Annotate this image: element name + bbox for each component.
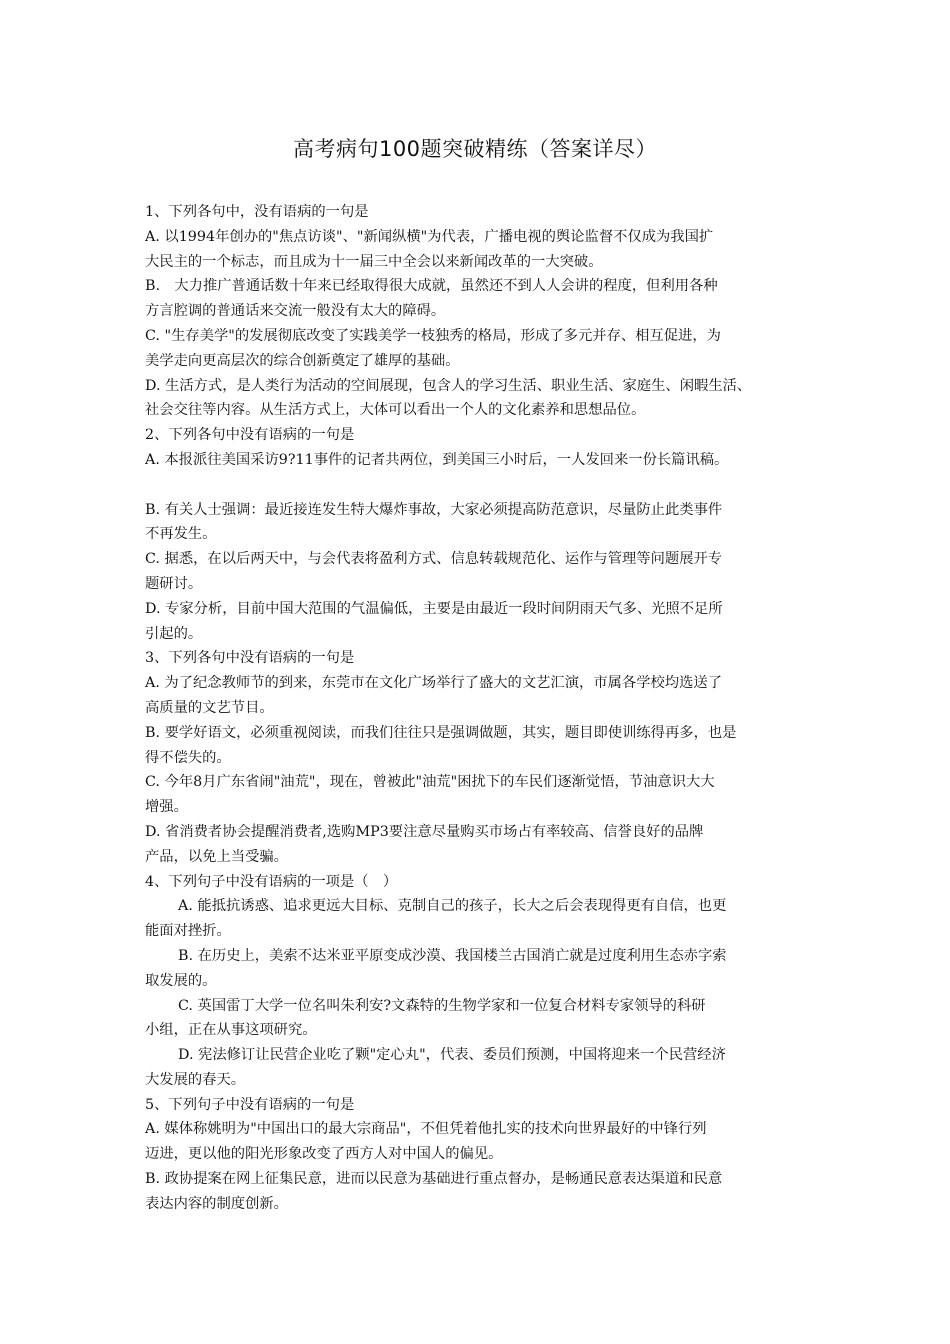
question-4-option-c: C. 英国雷丁大学一位名叫朱利安?文森特的生物学家和一位复合材料专家领导的科研: [178, 997, 706, 1014]
question-2-option-c: C. 据悉，在以后两天中，与会代表将盈利方式、信息转载规范化、运作与管理等问题展开专: [145, 551, 723, 568]
question-4-option-d: D. 宪法修订让民营企业吃了颗"定心丸"，代表、委员们预测，中国将迎来一个民营经济: [178, 1047, 726, 1064]
question-5-option-a-cont: 迈进，更以他的阳光形象改变了西方人对中国人的偏见。: [145, 1146, 503, 1163]
page-title: 高考病句100题突破精练（答案详尽）: [292, 137, 658, 161]
question-3-option-a: A. 为了纪念教师节的到来，东莞市在文化广场举行了盛大的文艺汇演，市属各学校均选送了: [145, 675, 722, 692]
question-2-option-b-cont: 不再发生。: [145, 526, 217, 543]
question-4-option-a-cont: 能面对挫折。: [145, 923, 231, 940]
question-1-option-a-cont: 大民主的一个标志，而且成为十一届三中全会以来新闻改革的一大突破。: [145, 253, 603, 270]
question-3-option-d: D. 省消费者协会提醒消费者,选购MP3要注意尽量购买市场占有率较高、信誉良好的品牌: [145, 823, 704, 840]
question-3-option-c-cont: 增强。: [145, 799, 188, 816]
question-1-option-c: C. "生存美学"的发展彻底改变了实践美学一枝独秀的格局，形成了多元并存、相互促进，为: [145, 327, 721, 344]
question-2-stem: 2、下列各句中没有语病的一句是: [145, 427, 355, 444]
question-5-stem: 5、下列句子中没有语病的一句是: [145, 1096, 355, 1113]
question-1-stem: 1、下列各句中，没有语病的一句是: [145, 204, 369, 220]
question-3-option-a-cont: 高质量的文艺节目。: [145, 699, 274, 716]
question-1-option-a: A. 以1994年创办的"焦点访谈"、"新闻纵横"为代表，广播电视的舆论监督不仅成为我国扩: [145, 228, 714, 245]
question-2-option-d: D. 专家分析，目前中国大范围的气温偏低，主要是由最近一段时间阴雨天气多、光照不足所: [145, 600, 723, 617]
question-1-option-d: D. 生活方式，是人类行为活动的空间展现，包含人的学习生活、职业生活、家庭生、闲暇生活、: [145, 377, 752, 394]
question-3-option-b: B. 要学好语文，必须重视阅读，而我们往往只是强调做题，其实，题目即使训练得再多，也是: [145, 724, 737, 741]
question-4-option-b-cont: 取发展的。: [145, 972, 217, 989]
question-4-option-a: A. 能抵抗诱惑、追求更远大目标、克制自己的孩子，长大之后会表现得更有自信，也更: [178, 898, 727, 915]
question-4-stem: 4、下列句子中没有语病的一项是（ ）: [145, 873, 398, 890]
question-5-option-a: A. 媒体称姚明为"中国出口的最大宗商品"，不但凭着他扎实的技术向世界最好的中锋行列: [145, 1121, 707, 1138]
question-3-stem: 3、下列各句中没有语病的一句是: [145, 650, 355, 667]
question-5-option-b: B. 政协提案在网上征集民意，进而以民意为基础进行重点督办，是畅通民意表达渠道和民意: [145, 1171, 723, 1188]
question-2-option-a: A. 本报派往美国采访9?11事件的记者共两位，到美国三小时后，一人发回来一份长篇讯稿。: [145, 451, 729, 468]
question-4-option-b: B. 在历史上，美索不达米亚平原变成沙漠、我国楼兰古国消亡就是过度利用生态赤字索: [178, 947, 727, 964]
question-3-option-b-cont: 得不偿失的。: [145, 749, 231, 766]
question-4-option-d-cont: 大发展的春天。: [145, 1071, 246, 1088]
question-2-option-c-cont: 题研讨。: [145, 575, 203, 592]
question-2-option-b: B. 有关人士强调：最近接连发生特大爆炸事故，大家必须提高防范意识，尽量防止此类事件: [145, 501, 723, 518]
question-2-option-d-cont: 引起的。: [145, 625, 203, 642]
question-1-option-d-cont: 社会交往等内容。从生活方式上，大体可以看出一个人的文化素养和思想品位。: [145, 402, 646, 419]
document-body: [145, 200, 817, 1217]
question-1-option-b: B. 大力推广普通话数十年来已经取得很大成就，虽然还不到人人会讲的程度，但利用各种: [145, 278, 718, 295]
question-1-option-b-cont: 方言腔调的普通话来交流一般没有太大的障碍。: [145, 303, 446, 320]
blank-line: [145, 473, 817, 498]
question-4-option-c-cont: 小组，正在从事这项研究。: [145, 1022, 317, 1039]
question-3-option-c: C. 今年8月广东省闹"油荒"，现在，曾被此"油荒"困扰下的车民们逐渐觉悟，节油意识大大: [145, 774, 715, 791]
question-1-option-c-cont: 美学走向更高层次的综合创新奠定了雄厚的基础。: [145, 352, 460, 369]
question-5-option-b-cont: 表达内容的制度创新。: [145, 1195, 288, 1212]
question-3-option-d-cont: 产品，以免上当受骗。: [145, 848, 288, 865]
